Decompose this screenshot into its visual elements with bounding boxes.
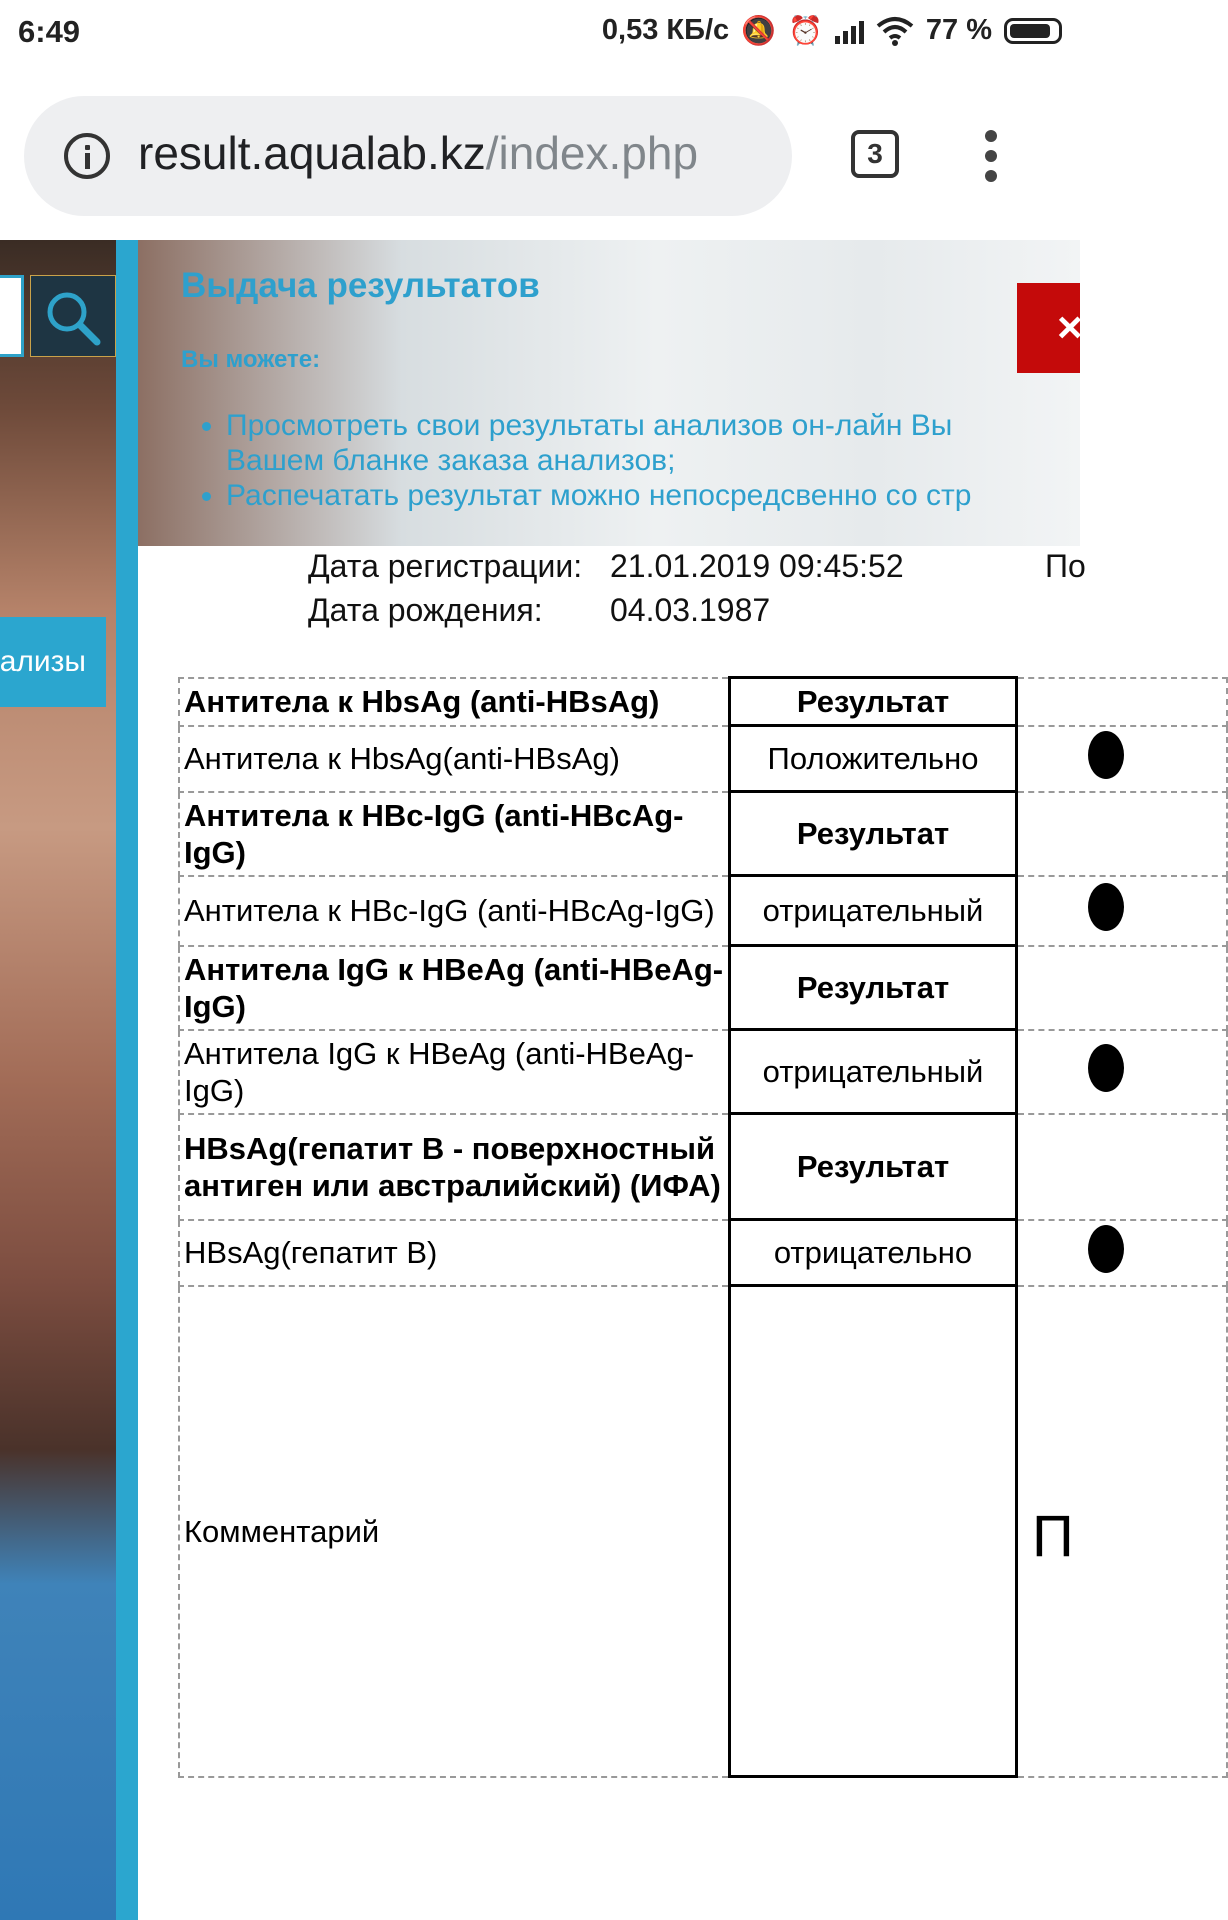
banner-list [200, 408, 971, 513]
background-photo [0, 240, 116, 1920]
test-group-header-row [179, 1114, 1227, 1220]
banner-subtitle: Вы можете: [181, 346, 321, 373]
web-page [0, 240, 1086, 1920]
sidebar-divider [116, 240, 138, 1920]
signal-icon [835, 18, 864, 44]
comment-value [730, 1286, 1017, 1777]
network-speed: 0,53 КБ/с [601, 14, 730, 46]
status-bar [0, 0, 1080, 72]
test-result-value: отрицательно [730, 1220, 1017, 1286]
status-icons [602, 14, 1062, 47]
url-text[interactable] [138, 126, 698, 180]
wifi-icon [876, 16, 914, 46]
test-group-header-row [179, 792, 1227, 876]
test-group-header-row [179, 678, 1227, 726]
birth-date-label: Дата рождения: [308, 592, 543, 628]
test-name: Антитела к HBc-IgG (anti-HBcAg-IgG) [179, 876, 730, 946]
close-button[interactable] [1017, 283, 1083, 373]
search-icon [43, 288, 103, 348]
battery-icon [1004, 18, 1062, 44]
banner-list-item: Вашем бланке заказа анализов; [226, 444, 676, 477]
result-column-header: Результат [730, 946, 1017, 1030]
analyses-label: ализы [0, 645, 86, 678]
test-group-header-row [179, 946, 1227, 1030]
test-name: Антитела IgG к HBeAg (anti-HBeAg-IgG) [179, 1030, 730, 1114]
extra-column-cell [1017, 946, 1228, 1030]
banner-list-item: • Просмотреть свои результаты анализов он-лайн Вы [226, 408, 971, 443]
banner-title: Выдача результатов [181, 266, 540, 305]
birth-date-value: 04.03.1987 [610, 592, 771, 628]
analyses-button[interactable] [0, 617, 106, 707]
test-name: Антитела к HbsAg (anti-HBsAg) [179, 678, 730, 726]
extra-column-cell [1017, 678, 1228, 726]
result-column-header: Результат [730, 1114, 1017, 1220]
test-name: Антитела IgG к HBeAg (anti-HBeAg-IgG) [179, 946, 730, 1030]
overflow-menu-icon[interactable] [985, 130, 999, 182]
close-icon: × [1057, 303, 1083, 352]
extra-column-cell [1017, 876, 1228, 946]
test-result-row [179, 1030, 1227, 1114]
registration-date-label: Дата регистрации: [308, 548, 583, 584]
test-name: HBsAg(гепатит В - поверхностный антиген или австралийский) (ИФА) [179, 1114, 730, 1220]
test-name: Антитела к HbsAg(anti-HBsAg) [179, 726, 730, 792]
status-dot-icon [1088, 1225, 1124, 1273]
test-result-value: отрицательный [730, 876, 1017, 946]
extra-column-cell [1017, 1220, 1228, 1286]
info-icon[interactable] [64, 133, 110, 179]
extra-column-cell [1017, 726, 1228, 792]
registration-extra-label: По [1045, 548, 1086, 584]
results-table [178, 676, 1228, 1778]
search-button[interactable] [30, 275, 116, 357]
banner-list-item: • Распечатать результат можно непосредсвенно со стр [226, 478, 971, 513]
status-time: 6:49 [18, 14, 81, 49]
alarm-icon: ⏰ [788, 15, 823, 46]
results-banner [138, 240, 1083, 546]
test-result-value: отрицательный [730, 1030, 1017, 1114]
address-bar[interactable] [24, 96, 792, 216]
status-dot-icon [1088, 883, 1124, 931]
registration-date-value: 21.01.2019 09:45:52 [610, 548, 904, 584]
test-result-value: Положительно [730, 726, 1017, 792]
comment-label: Комментарий [179, 1286, 730, 1777]
status-dot-icon [1088, 1044, 1124, 1092]
search-input[interactable] [0, 275, 24, 357]
test-result-row [179, 1220, 1227, 1286]
comment-tail-cell [1017, 1286, 1228, 1777]
tab-switcher-button[interactable]: 3 [851, 130, 899, 178]
comment-tail: П [1032, 1504, 1074, 1569]
mute-icon: 🔕 [741, 15, 777, 46]
extra-column-cell [1017, 792, 1228, 876]
battery-percent: 77 % [925, 14, 992, 46]
test-result-row [179, 876, 1227, 946]
test-name: HBsAg(гепатит В) [179, 1220, 730, 1286]
url-host: result.aqualab.kz [138, 127, 486, 179]
result-column-header: Результат [730, 678, 1017, 726]
test-result-row [179, 726, 1227, 792]
extra-column-cell [1017, 1030, 1228, 1114]
comment-row [179, 1286, 1227, 1777]
result-column-header: Результат [730, 792, 1017, 876]
test-name: Антитела к HBc-IgG (anti-HBcAg-IgG) [179, 792, 730, 876]
url-path: /index.php [485, 127, 699, 179]
status-dot-icon [1088, 731, 1124, 779]
extra-column-cell [1017, 1114, 1228, 1220]
